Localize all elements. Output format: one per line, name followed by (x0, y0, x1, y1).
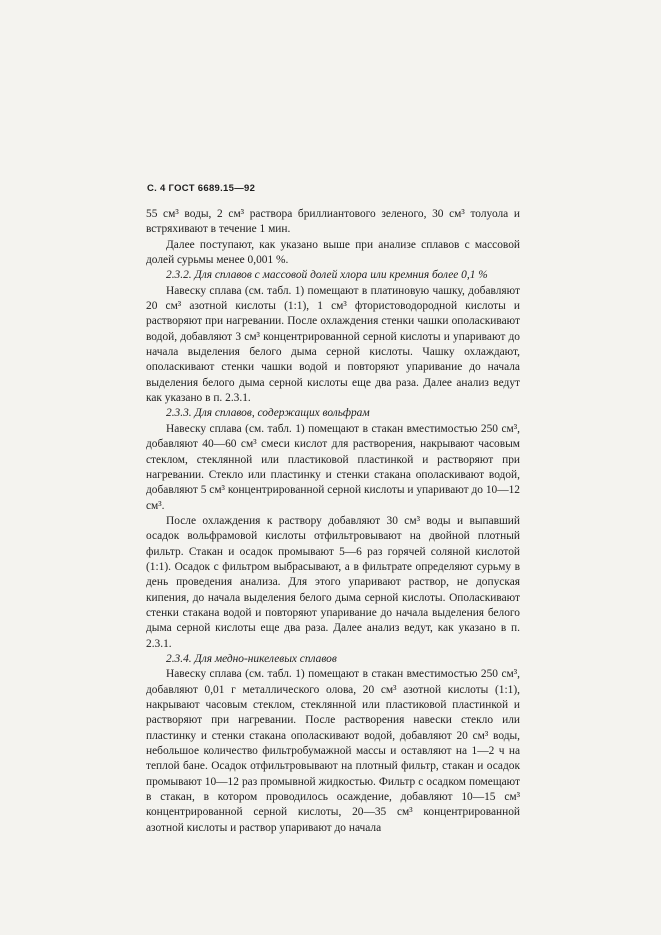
paragraph: Далее поступают, как указано выше при анализе сплавов с массовой долей сурьмы менее 0,001 %. (146, 238, 520, 267)
paragraph: Навеску сплава (см. табл. 1) помещают в платиновую чашку, добавляют 20 см³ азотной кислоты (1:1), 1 см³ фтористоводородной кислоты и растворяют при нагревании. После охлаждения стенки чашки ополаскивают водой, добавляют 3 см³ концентрированной серной кислоты и упаривают до начала выделения белого дыма серной кислоты. Чашку охлаждают, ополаскивают стенки чашки водой и повторяют упаривание до начала выделения белого дыма серной кислоты еще два раза. Далее анализ ведут как указано в п. 2.3.1. (146, 284, 520, 405)
paragraph: Навеску сплава (см. табл. 1) помещают в стакан вместимостью 250 см³, добавляют 40—60 см³ смеси кислот для растворения, накрывают часовым стеклом, стеклянной или пластиковой пластинкой и растворяют при нагревании. Стекло или пластинку и стенки стакана ополаскивают водой, добавляют 5 см³ концентрированной серной кислоты и упаривают до 10—12 см³. (146, 422, 520, 512)
document-body (146, 207, 520, 836)
page-header: С. 4 ГОСТ 6689.15—92 (147, 183, 256, 194)
section-heading: 2.3.2. Для сплавов с массовой долей хлора или кремния более 0,1 % (166, 269, 488, 282)
section-heading: 2.3.3. Для сплавов, содержащих вольфрам (166, 407, 370, 420)
section-heading: 2.3.4. Для медно-никелевых сплавов (166, 652, 337, 665)
paragraph: Навеску сплава (см. табл. 1) помещают в стакан вместимостью 250 см³, добавляют 0,01 г металлического олова, 20 см³ азотной кислоты (1:1), накрывают часовым стеклом, стеклянной или пластиковой пластинкой и растворяют при нагревании. После растворения навески стекло или пластинку и стенки стакана ополаскивают водой, добавляют 20 см³ воды, небольшое количество фильтробумажной массы и оставляют на 1—2 ч на теплой бане. Осадок отфильтровывают на плотный фильтр, стакан и осадок промывают 10—12 раз промывной жидкостью. Фильтр с осадком помещают в стакан, в котором проводилось осаждение, добавляют 10—15 см³ концентрированной серной кислоты, 20—35 см³ концентрированной азотной кислоты и раствор упаривают до начала (146, 668, 520, 834)
paragraph: После охлаждения к раствору добавляют 30 см³ воды и выпавший осадок вольфрамовой кислоты отфильтровывают на двойной плотный фильтр. Стакан и осадок промывают 5—6 раз горячей соляной кислотой (1:1). Осадок с фильтром выбрасывают, а в фильтрате определяют сурьму в день проведения анализа. Для этого упаривают раствор, не допуская кипения, до начала выделения белого дыма серной кислоты. Ополаскивают стенки стакана водой и повторяют упаривание до начала выделения белого дыма серной кислоты еще два раза. Далее анализ ведут, как указано в п. 2.3.1. (146, 514, 520, 650)
paragraph: 55 см³ воды, 2 см³ раствора бриллиантового зеленого, 30 см³ толуола и встряхивают в течение 1 мин. (146, 208, 520, 236)
